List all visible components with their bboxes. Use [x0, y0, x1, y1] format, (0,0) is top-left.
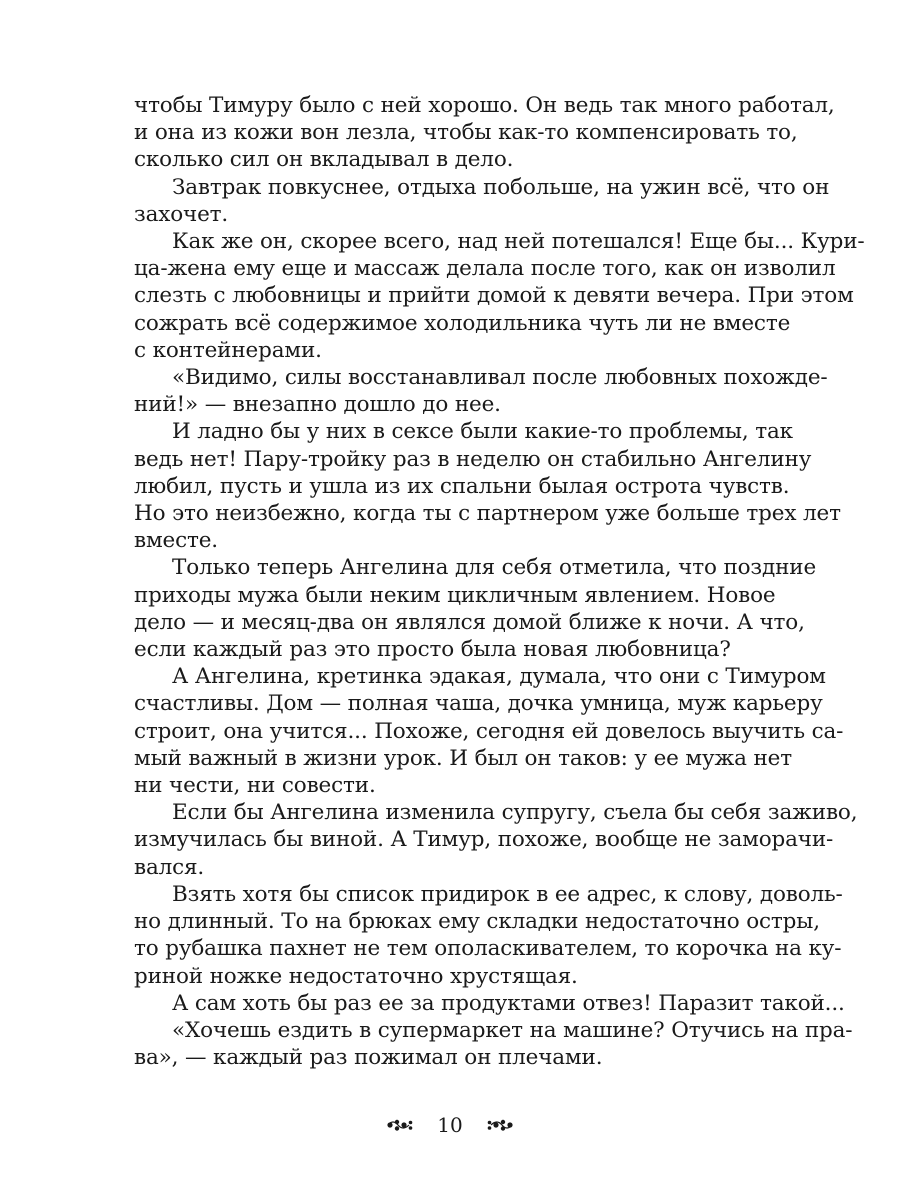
- text-line: ний!» — внезапно дошло до нее.: [134, 392, 501, 418]
- paragraph: [134, 990, 845, 1017]
- text-line: счастливы. Дом — полная чаша, дочка умница, муж карьеру: [134, 691, 823, 717]
- text-line: ва», — каждый раз пожимал он плечами.: [134, 1045, 603, 1071]
- text-line: сожрать всё содержимое холодильника чуть ли не вместе: [134, 310, 791, 336]
- text-line: вался.: [134, 854, 205, 880]
- text-line: «Хочешь ездить в супермаркет на машине? Отучись на пра-: [172, 1017, 853, 1043]
- paragraph: [134, 174, 830, 228]
- text-line: ни чести, ни совести.: [134, 773, 376, 799]
- text-line: мый важный в жизни урок. И был он таков: у ее мужа нет: [134, 745, 792, 771]
- text-line: приходы мужа были неким цикличным явлением. Новое: [134, 582, 776, 608]
- text-line: строит, она учится... Похоже, сегодня ей довелось выучить са-: [134, 718, 844, 744]
- text-line: если каждый раз это просто была новая любовница?: [134, 637, 731, 663]
- text-line: сколько сил он вкладывал в дело.: [134, 147, 514, 173]
- text-line: И ладно бы у них в сексе были какие-то проблемы, так: [172, 419, 793, 445]
- text-line: Завтрак повкуснее, отдыха побольше, на ужин всё, что он: [172, 174, 830, 200]
- text-line: дело — и месяц-два он являлся домой ближе к ночи. А что,: [134, 609, 805, 635]
- paragraph: [134, 418, 841, 554]
- text-line: А сам хоть бы раз ее за продуктами отвез! Паразит такой...: [172, 990, 845, 1016]
- page-footer: [0, 1110, 900, 1140]
- paragraph: [134, 663, 844, 799]
- paragraph: [134, 799, 858, 881]
- text-line: Но это неизбежно, когда ты с партнером уже больше трех лет: [134, 501, 841, 527]
- text-line: ца-жена ему еще и массаж делала после того, как он изволил: [134, 256, 836, 282]
- page-number: 10: [437, 1113, 463, 1137]
- right-ornament-icon: [485, 1116, 515, 1134]
- paragraph: [134, 364, 828, 418]
- text-line: с контейнерами.: [134, 337, 322, 363]
- body-text: [134, 92, 865, 1071]
- paragraph: [134, 1017, 853, 1071]
- paragraph: [134, 228, 865, 364]
- text-line: чтобы Тимуру было с ней хорошо. Он ведь так много работал,: [134, 93, 835, 118]
- text-line: и она из кожи вон лезла, чтобы как-то компенсировать то,: [134, 120, 798, 146]
- left-ornament-icon: [385, 1116, 415, 1134]
- text-line: захочет.: [134, 201, 229, 227]
- text-line: любил, пусть и ушла из их спальни былая острота чувств.: [134, 473, 790, 499]
- text-line: вместе.: [134, 528, 218, 554]
- paragraph: [134, 92, 835, 174]
- text-line: измучилась бы виной. А Тимур, похоже, вообще не заморачи-: [134, 827, 834, 853]
- text-line: А Ангелина, кретинка эдакая, думала, что они с Тимуром: [172, 664, 826, 690]
- text-line: «Видимо, силы восстанавливал после любовных похожде-: [172, 365, 828, 391]
- text-line: Как же он, скорее всего, над ней потешался! Еще бы... Кури-: [172, 229, 865, 255]
- text-line: Если бы Ангелина изменила супругу, съела бы себя заживо,: [172, 800, 858, 826]
- paragraph: [134, 554, 817, 663]
- text-line: ведь нет! Пару-тройку раз в неделю он стабильно Ангелину: [134, 446, 812, 472]
- text-line: риной ножке недостаточно хрустящая.: [134, 963, 578, 989]
- text-line: то рубашка пахнет не тем ополаскивателем, то корочка на ку-: [134, 936, 842, 962]
- text-line: Только теперь Ангелина для себя отметила, что поздние: [172, 555, 817, 581]
- text-line: Взять хотя бы список придирок в ее адрес, к слову, доволь-: [172, 881, 843, 907]
- text-line: слезть с любовницы и прийти домой к девяти вечера. При этом: [134, 283, 854, 309]
- paragraph: [134, 881, 843, 990]
- text-line: но длинный. То на брюках ему складки недостаточно остры,: [134, 909, 820, 935]
